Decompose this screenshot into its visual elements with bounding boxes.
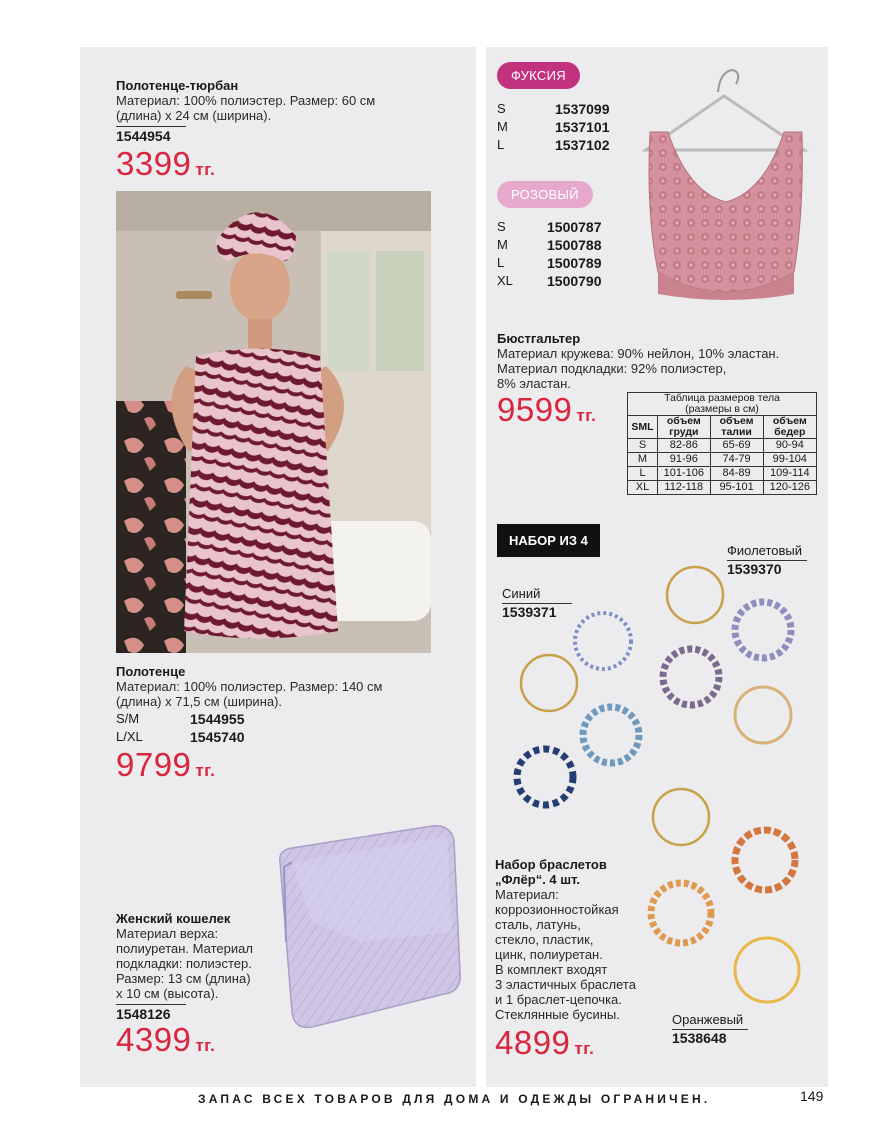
bracelets-title-1: Набор браслетов bbox=[495, 857, 607, 872]
table-cell: 120-126 bbox=[763, 481, 816, 495]
table-cell: L bbox=[628, 467, 658, 481]
size-label: S/M bbox=[116, 711, 140, 726]
bracelet-beads bbox=[517, 749, 573, 805]
bracelet-beads bbox=[735, 830, 795, 890]
size-table-wrap bbox=[627, 392, 817, 495]
faucet bbox=[176, 291, 212, 299]
bracelets-currency: тг. bbox=[574, 1039, 595, 1058]
header-cell: SML bbox=[628, 416, 658, 439]
turban-desc-2: (длина) х 24 см (ширина). bbox=[116, 108, 272, 123]
table-cell: S bbox=[628, 439, 658, 453]
wallet-price bbox=[116, 1022, 286, 1064]
variant-orange bbox=[672, 1012, 748, 1046]
towel-price-value: 9799 bbox=[116, 746, 192, 783]
variant-violet-code: 1539370 bbox=[727, 561, 782, 577]
wallet-title: Женский кошелек bbox=[116, 911, 231, 926]
wallet-desc-1: Материал верха: bbox=[116, 926, 219, 941]
page-number: 149 bbox=[800, 1088, 824, 1104]
wallet-image bbox=[272, 822, 464, 1030]
bracelets-title-2: „Флёр“. 4 шт. bbox=[495, 872, 580, 887]
size-row bbox=[497, 118, 610, 136]
table-row bbox=[628, 453, 817, 467]
size-code: 1537101 bbox=[555, 119, 610, 135]
bracelets-desc-line: и 1 браслет-цепочка. bbox=[495, 992, 622, 1007]
towel-desc-1: Материал: 100% полиэстер. Размер: 140 см bbox=[116, 679, 383, 694]
flamingo-curtain bbox=[116, 401, 186, 653]
size-table-caption-row bbox=[628, 393, 817, 416]
color-badge-fuchsia: ФУКСИЯ bbox=[497, 62, 580, 89]
size-label: L/XL bbox=[116, 729, 143, 744]
variant-blue-name: Синий bbox=[502, 586, 541, 601]
bracelets-desc-line: 3 эластичных браслета bbox=[495, 977, 636, 992]
turban-price bbox=[116, 146, 446, 188]
wallet-desc-3: подкладки: полиэстер. bbox=[116, 956, 252, 971]
size-table-header bbox=[628, 416, 817, 439]
color-badge-pink: РОЗОВЫЙ bbox=[497, 181, 593, 208]
bracelet-cord bbox=[735, 687, 791, 743]
table-cell: 101-106 bbox=[658, 467, 711, 481]
towel-block bbox=[116, 664, 446, 789]
bra-desc-3: 8% эластан. bbox=[497, 376, 571, 391]
turban-price-value: 3399 bbox=[116, 145, 192, 182]
table-cell: 99-104 bbox=[763, 453, 816, 467]
neck bbox=[248, 319, 272, 349]
caption-line-1: Таблица размеров тела bbox=[664, 392, 780, 404]
size-label: S bbox=[497, 101, 506, 116]
header-cell: объем груди bbox=[658, 416, 711, 439]
bracelet-beads bbox=[575, 613, 631, 669]
bra-currency: тг. bbox=[576, 406, 597, 425]
size-row bbox=[116, 710, 245, 728]
size-code: 1537102 bbox=[555, 137, 610, 153]
size-row bbox=[497, 236, 602, 254]
size-code: 1544955 bbox=[190, 711, 245, 727]
bracelets-desc-line: В комплект входят bbox=[495, 962, 608, 977]
size-row bbox=[497, 136, 610, 154]
bra-body bbox=[649, 132, 802, 292]
size-code: 1500788 bbox=[547, 237, 602, 253]
divider bbox=[116, 126, 186, 127]
table-cell: 91-96 bbox=[658, 453, 711, 467]
table-cell: 82-86 bbox=[658, 439, 711, 453]
size-code: 1545740 bbox=[190, 729, 245, 745]
table-cell: 95-101 bbox=[710, 481, 763, 495]
size-row bbox=[497, 218, 602, 236]
wallet-block bbox=[116, 911, 286, 1064]
towel-dress bbox=[184, 349, 338, 639]
bra-block bbox=[497, 331, 817, 391]
variant-orange-name: Оранжевый bbox=[672, 1012, 744, 1027]
size-label: M bbox=[497, 237, 508, 252]
size-label: L bbox=[497, 255, 505, 270]
table-cell: XL bbox=[628, 481, 658, 495]
table-cell: 90-94 bbox=[763, 439, 816, 453]
bra-price bbox=[497, 392, 596, 434]
header-cell: объем бедер bbox=[763, 416, 816, 439]
bracelets-price-value: 4899 bbox=[495, 1024, 571, 1061]
table-row bbox=[628, 439, 817, 453]
bracelet-beads bbox=[735, 602, 791, 658]
wallet-desc-4: Размер: 13 см (длина) bbox=[116, 971, 251, 986]
bracelet-beads bbox=[663, 649, 719, 705]
table-cell: M bbox=[628, 453, 658, 467]
bracelets-desc-line: сталь, латунь, bbox=[495, 917, 581, 932]
face bbox=[230, 250, 290, 322]
footer-note: ЗАПАС ВСЕХ ТОВАРОВ ДЛЯ ДОМА И ОДЕЖДЫ ОГРАНИЧЕН. bbox=[198, 1092, 711, 1106]
bracelet-chain bbox=[653, 789, 709, 845]
caption-line-2: (размеры в см) bbox=[685, 403, 759, 415]
divider bbox=[116, 1004, 186, 1005]
size-code: 1500787 bbox=[547, 219, 602, 235]
wallet-currency: тг. bbox=[195, 1036, 216, 1055]
table-cell: 84-89 bbox=[710, 467, 763, 481]
table-cell: 112-118 bbox=[658, 481, 711, 495]
turban-title: Полотенце-тюрбан bbox=[116, 78, 239, 93]
size-row bbox=[497, 272, 602, 290]
turban-currency: тг. bbox=[195, 160, 216, 179]
size-row bbox=[497, 254, 602, 272]
towel-sizes bbox=[116, 710, 245, 746]
towel-desc-2: (длина) х 71,5 см (ширина). bbox=[116, 694, 283, 709]
bracelet-chain bbox=[521, 655, 577, 711]
table-cell: 74-79 bbox=[710, 453, 763, 467]
bra-price-value: 9599 bbox=[497, 391, 573, 428]
size-row bbox=[497, 100, 610, 118]
size-label: XL bbox=[497, 273, 513, 288]
size-table-caption bbox=[628, 393, 817, 416]
bracelets-desc-line: стекло, пластик, bbox=[495, 932, 594, 947]
size-label: L bbox=[497, 137, 505, 152]
table-row bbox=[628, 467, 817, 481]
size-code: 1537099 bbox=[555, 101, 610, 117]
window-pane bbox=[376, 251, 424, 371]
size-table bbox=[627, 392, 817, 495]
towel-currency: тг. bbox=[195, 761, 216, 780]
variant-violet-name: Фиолетовый bbox=[727, 543, 803, 558]
bracelets-desc-line: Материал: bbox=[495, 887, 559, 902]
bracelets-price bbox=[495, 1025, 665, 1067]
hanger-hook bbox=[718, 70, 738, 92]
header-cell: объем талии bbox=[710, 416, 763, 439]
table-cell: 109-114 bbox=[763, 467, 816, 481]
size-label: S bbox=[497, 219, 506, 234]
bracelet-chain bbox=[667, 567, 723, 623]
bra-title: Бюстгальтер bbox=[497, 331, 581, 346]
wallet-code: 1548126 bbox=[116, 1006, 171, 1022]
wallet-desc-5: х 10 см (высота). bbox=[116, 986, 219, 1001]
set-badge: НАБОР ИЗ 4 bbox=[497, 524, 600, 557]
towel-price bbox=[116, 747, 446, 789]
towel-title: Полотенце bbox=[116, 664, 186, 679]
variant-orange-code: 1538648 bbox=[672, 1030, 727, 1046]
turban-block bbox=[116, 78, 446, 188]
size-row bbox=[116, 728, 245, 746]
wallet-desc-2: полиуретан. Материал bbox=[116, 941, 253, 956]
towel-photo bbox=[116, 191, 431, 653]
variant-blue-code: 1539371 bbox=[502, 604, 557, 620]
turban-desc-1: Материал: 100% полиэстер. Размер: 60 см bbox=[116, 93, 376, 108]
bracelets-desc-line: цинк, полиуретан. bbox=[495, 947, 603, 962]
size-code: 1500789 bbox=[547, 255, 602, 271]
size-label: M bbox=[497, 119, 508, 134]
size-code: 1500790 bbox=[547, 273, 602, 289]
turban-code: 1544954 bbox=[116, 128, 171, 144]
bra-image bbox=[628, 62, 823, 307]
window-pane bbox=[328, 251, 370, 371]
bracelet-cord bbox=[735, 938, 799, 1002]
bracelets-desc-line: Стеклянные бусины. bbox=[495, 1007, 620, 1022]
bra-desc-2: Материал подкладки: 92% полиэстер, bbox=[497, 361, 727, 376]
bra-desc-1: Материал кружева: 90% нейлон, 10% эластан. bbox=[497, 346, 780, 361]
bracelets-block bbox=[495, 857, 665, 1067]
bracelet-beads bbox=[583, 707, 639, 763]
pink-sizes bbox=[497, 218, 602, 290]
bracelets-desc-line: коррозионностойкая bbox=[495, 902, 619, 917]
wallet-price-value: 4399 bbox=[116, 1021, 192, 1058]
fuchsia-sizes bbox=[497, 100, 610, 154]
table-cell: 65-69 bbox=[710, 439, 763, 453]
table-row bbox=[628, 481, 817, 495]
